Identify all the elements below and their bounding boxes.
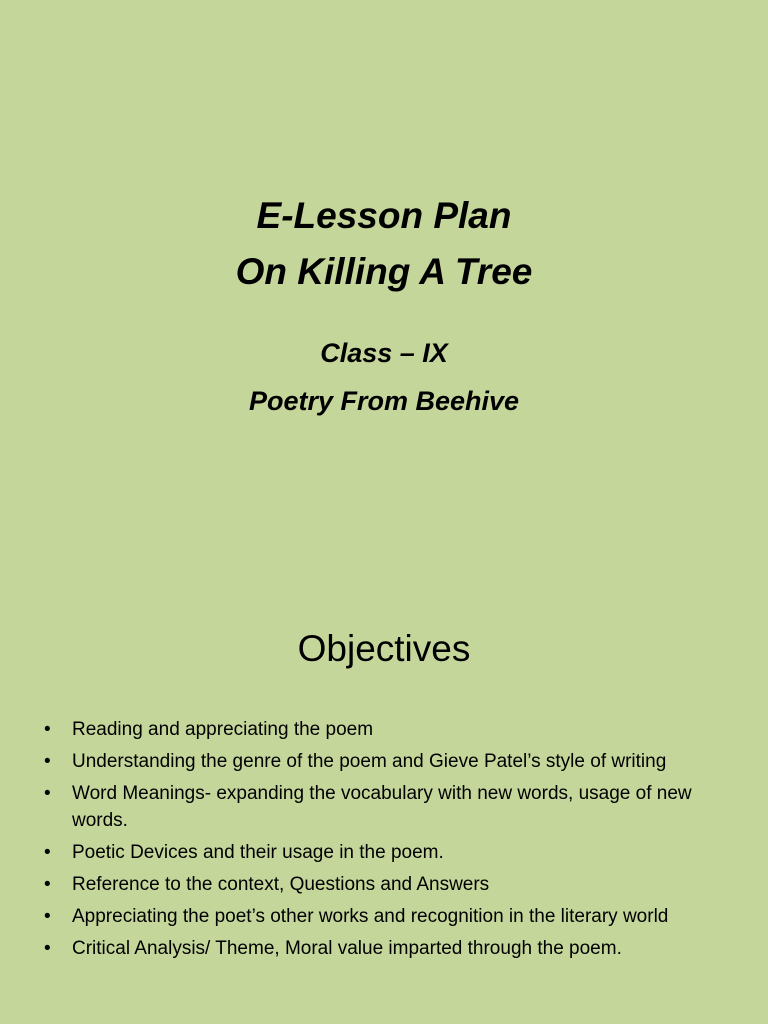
bullet-icon: • [44,719,51,740]
list-item-text: Reading and appreciating the poem [72,719,374,740]
bullet-icon: • [44,751,51,772]
list-item-text: Critical Analysis/ Theme, Moral value imparted through the poem. [72,938,622,959]
objectives-heading: Objectives [297,628,471,669]
bullet-icon: • [44,938,51,959]
list-item-text: Appreciating the poet’s other works and recognition in the literary world [72,906,669,927]
list-item-text: Word Meanings- expanding the vocabulary with new words, usage of new words. [72,783,692,831]
list-item [44,780,734,834]
list-item [44,935,734,962]
bullet-icon: • [44,842,51,863]
title-block [0,188,768,300]
title-line-1: E-Lesson Plan [256,195,512,236]
objectives-list [44,716,734,967]
list-item [44,903,734,930]
title-line-2: On Killing A Tree [235,251,533,292]
list-item [44,748,734,775]
list-item-text: Reference to the context, Questions and Answers [72,874,490,895]
objectives-slide [0,600,768,1024]
bullet-icon: • [44,783,51,804]
subtitle-line-2: Poetry From Beehive [248,386,520,416]
list-item [44,871,734,898]
bullet-icon: • [44,906,51,927]
list-item [44,839,734,866]
list-item-text: Understanding the genre of the poem and Gieve Patel’s style of writing [72,751,667,772]
subtitle-line-1: Class – IX [320,338,448,368]
bullet-icon: • [44,874,51,895]
list-item-text: Poetic Devices and their usage in the poem. [72,842,444,863]
list-item [44,716,734,743]
subtitle-block [0,329,768,425]
